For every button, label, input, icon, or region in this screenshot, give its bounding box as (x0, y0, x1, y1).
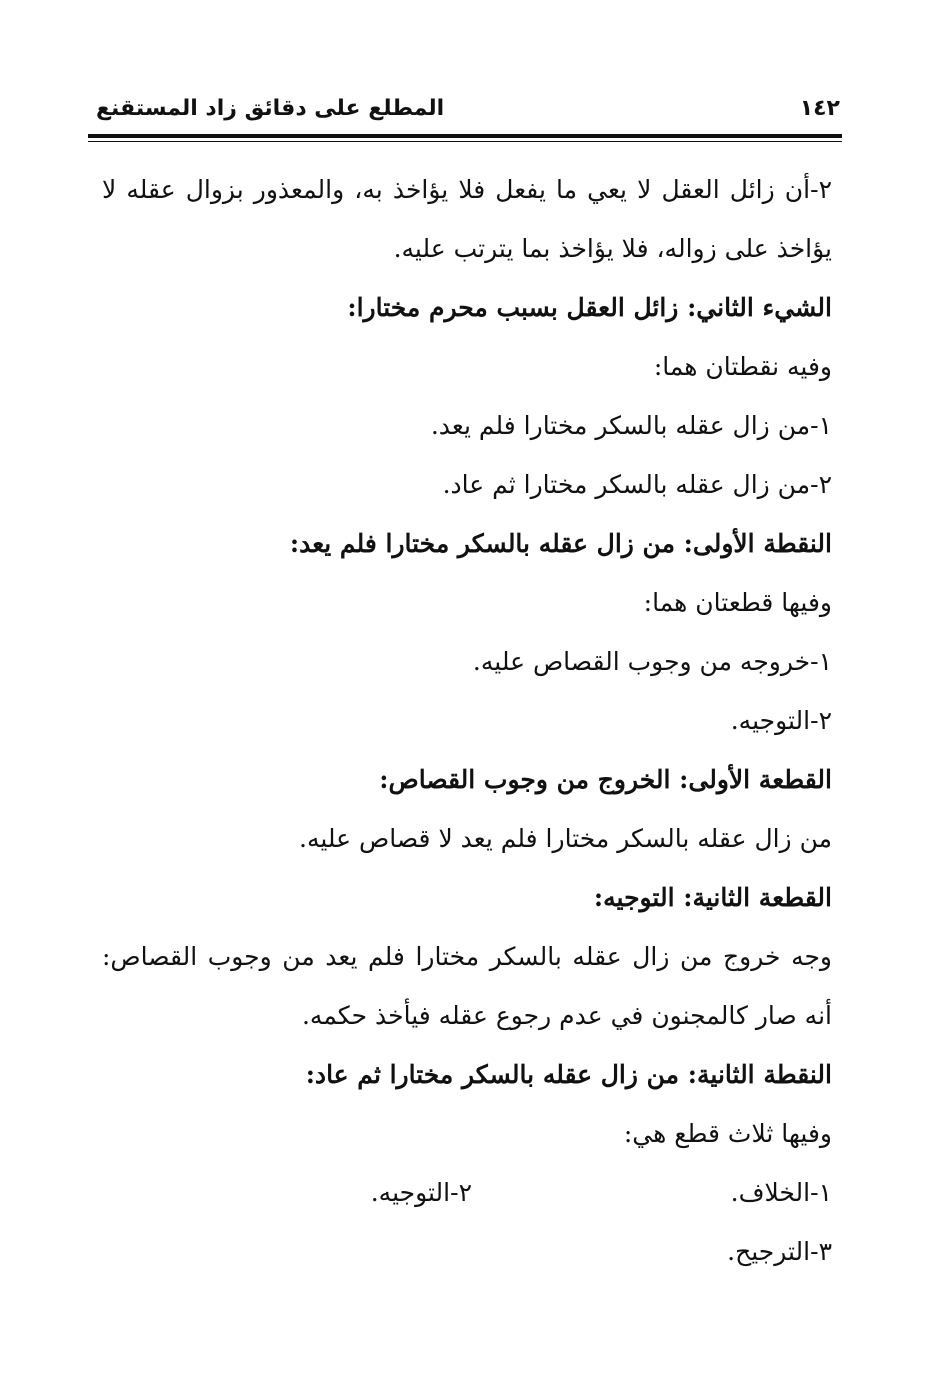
book-title: المطلع على دقائق زاد المستقنع (96, 96, 445, 121)
page-number: ١٤٢ (799, 96, 840, 121)
list-item: ١-خروجه من وجوب القصاص عليه. (472, 647, 832, 676)
paragraph-line: وجه خروج من زال عقله بالسكر مختارا فلم يعد من وجوب القصاص: (102, 942, 832, 971)
paragraph-line: وفيها قطعتان هما: (643, 588, 832, 617)
paragraph-line: من زال عقله بالسكر مختارا فلم يعد لا قصاص عليه. (299, 824, 832, 853)
subsection-heading: النقطة الثانية: من زال عقله بالسكر مختارا ثم عاد: (305, 1060, 832, 1089)
page-body (102, 160, 832, 1281)
list-item: ١-الخلاف. (730, 1178, 832, 1207)
list-item: ٢-التوجيه. (370, 1178, 472, 1207)
section-heading: الشيء الثاني: زائل العقل بسبب محرم مختارا: (347, 293, 832, 322)
subsection-heading: القطعة الثانية: التوجيه: (593, 883, 832, 912)
list-item: ٢-من زال عقله بالسكر مختارا ثم عاد. (442, 470, 832, 499)
header-rule-thin (88, 141, 842, 142)
running-header (96, 92, 840, 132)
subsection-heading: النقطة الأولى: من زال عقله بالسكر مختارا فلم يعد: (289, 529, 832, 558)
paragraph-line: يؤاخذ على زواله، فلا يؤاخذ بما يترتب عليه. (393, 234, 832, 263)
list-item: ٣-الترجيح. (727, 1237, 832, 1266)
header-rule-thick (88, 134, 842, 138)
paragraph-line: وفيه نقطتان هما: (653, 352, 832, 381)
list-item: ١-من زال عقله بالسكر مختارا فلم يعد. (430, 411, 832, 440)
paragraph-line: أنه صار كالمجنون في عدم رجوع عقله فيأخذ حكمه. (301, 1001, 832, 1030)
subsection-heading: القطعة الأولى: الخروج من وجوب القصاص: (379, 765, 832, 794)
list-item: ٢-التوجيه. (730, 706, 832, 735)
paragraph-line: وفيها ثلاث قطع هي: (623, 1119, 832, 1148)
list-pair (102, 1163, 832, 1222)
paragraph-line: ٢-أن زائل العقل لا يعي ما يفعل فلا يؤاخذ به، والمعذور بزوال عقله لا (102, 175, 832, 204)
